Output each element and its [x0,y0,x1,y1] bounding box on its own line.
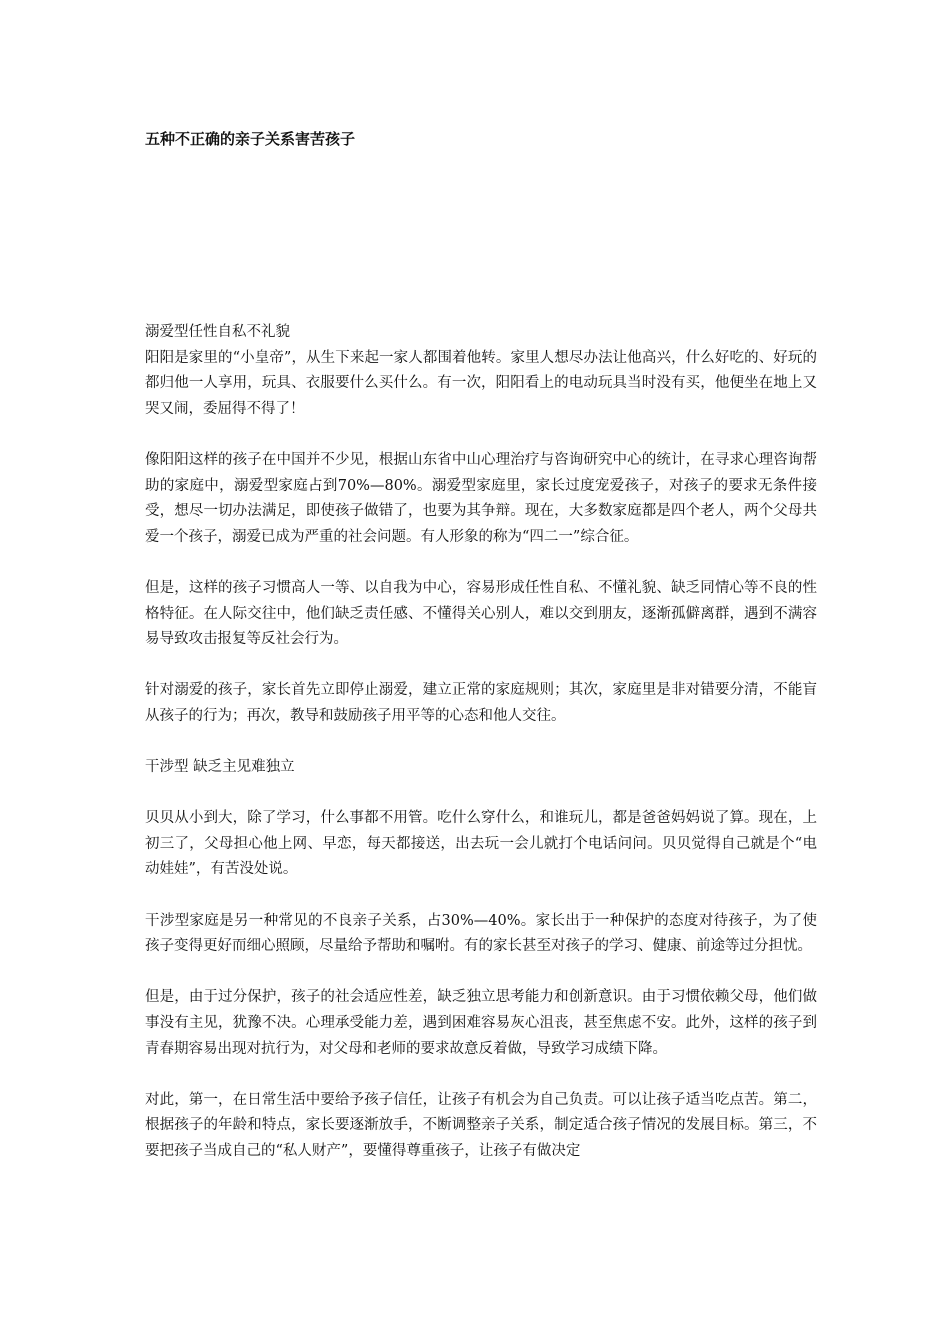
paragraph: 对此，第一，在日常生活中要给予孩子信任，让孩子有机会为自己负责。可以让孩子适当吃点苦。第二，根据孩子的年龄和特点，家长要逐渐放手，不断调整亲子关系，制定适合孩子情况的发展目标。第三，不要把孩子当成自己的“私人财产”，要懂得尊重孩子，让孩子有做决定 [145,1091,817,1159]
section-heading: 溺爱型任性自私不礼貌 [145,324,290,340]
paragraph: 阳阳是家里的“小皇帝”，从生下来起一家人都围着他转。家里人想尽办法让他高兴，什么好吃的、好玩的都归他一人享用，玩具、衣服要什么买什么。有一次，阳阳看上的电动玩具当时没有买，他便坐在地上又哭又闹，委屈得不得了！ [145,349,817,417]
paragraph: 贝贝从小到大，除了学习，什么事都不用管。吃什么穿什么，和谁玩儿，都是爸爸妈妈说了算。现在，上初三了，父母担心他上网、早恋，每天都接送，出去玩一会儿就打个电话问问。贝贝觉得自己就是个“电动娃娃”，有苦没处说。 [145,810,817,878]
section-heading: 干涉型 缺乏主见难独立 [145,759,295,776]
paragraph: 针对溺爱的孩子，家长首先立即停止溺爱，建立正常的家庭规则；其次，家庭里是非对错要分清，不能盲从孩子的行为；再次，教导和鼓励孩子用平等的心态和他人交往。 [145,682,817,724]
paragraph: 但是，由于过分保护，孩子的社会适应性差，缺乏独立思考能力和创新意识。由于习惯依赖父母，他们做事没有主见，犹豫不决。心理承受能力差，遇到困难容易灰心沮丧，甚至焦虑不安。此外，这样的孩子到青春期容易出现对抗行为，对父母和老师的要求故意反着做，导致学习成绩下降。 [145,989,817,1057]
paragraph: 干涉型家庭是另一种常见的不良亲子关系，占30%—40%。家长出于一种保护的态度对待孩子，为了使孩子变得更好而细心照顾，尽量给予帮助和嘱咐。有的家长甚至对孩子的学习、健康、前途等过分担忧。 [145,912,817,955]
paragraph: 但是，这样的孩子习惯高人一等、以自我为中心，容易形成任性自私、不懂礼貌、缺乏同情心等不良的性格特征。在人际交往中，他们缺乏责任感、不懂得关心别人，难以交到朋友，逐渐孤僻离群，遇到不满容易导致攻击报复等反社会行为。 [145,579,817,648]
paragraph: 像阳阳这样的孩子在中国并不少见，根据山东省中山心理治疗与咨询研究中心的统计，在寻求心理咨询帮助的家庭中，溺爱型家庭占到70%—80%。溺爱型家庭里，家长过度宠爱孩子，对孩子的要求无条件接受，想尽一切办法满足，即使孩子做错了，也要为其争辩。现在，大多数家庭都是四个老人，两个父母共爱一个孩子，溺爱已成为严重的社会问题。有人形象的称为“四二一”综合征。 [145,451,817,545]
page-title: 五种不正确的亲子关系害苦孩子 [145,130,356,148]
document-body [145,320,817,1330]
